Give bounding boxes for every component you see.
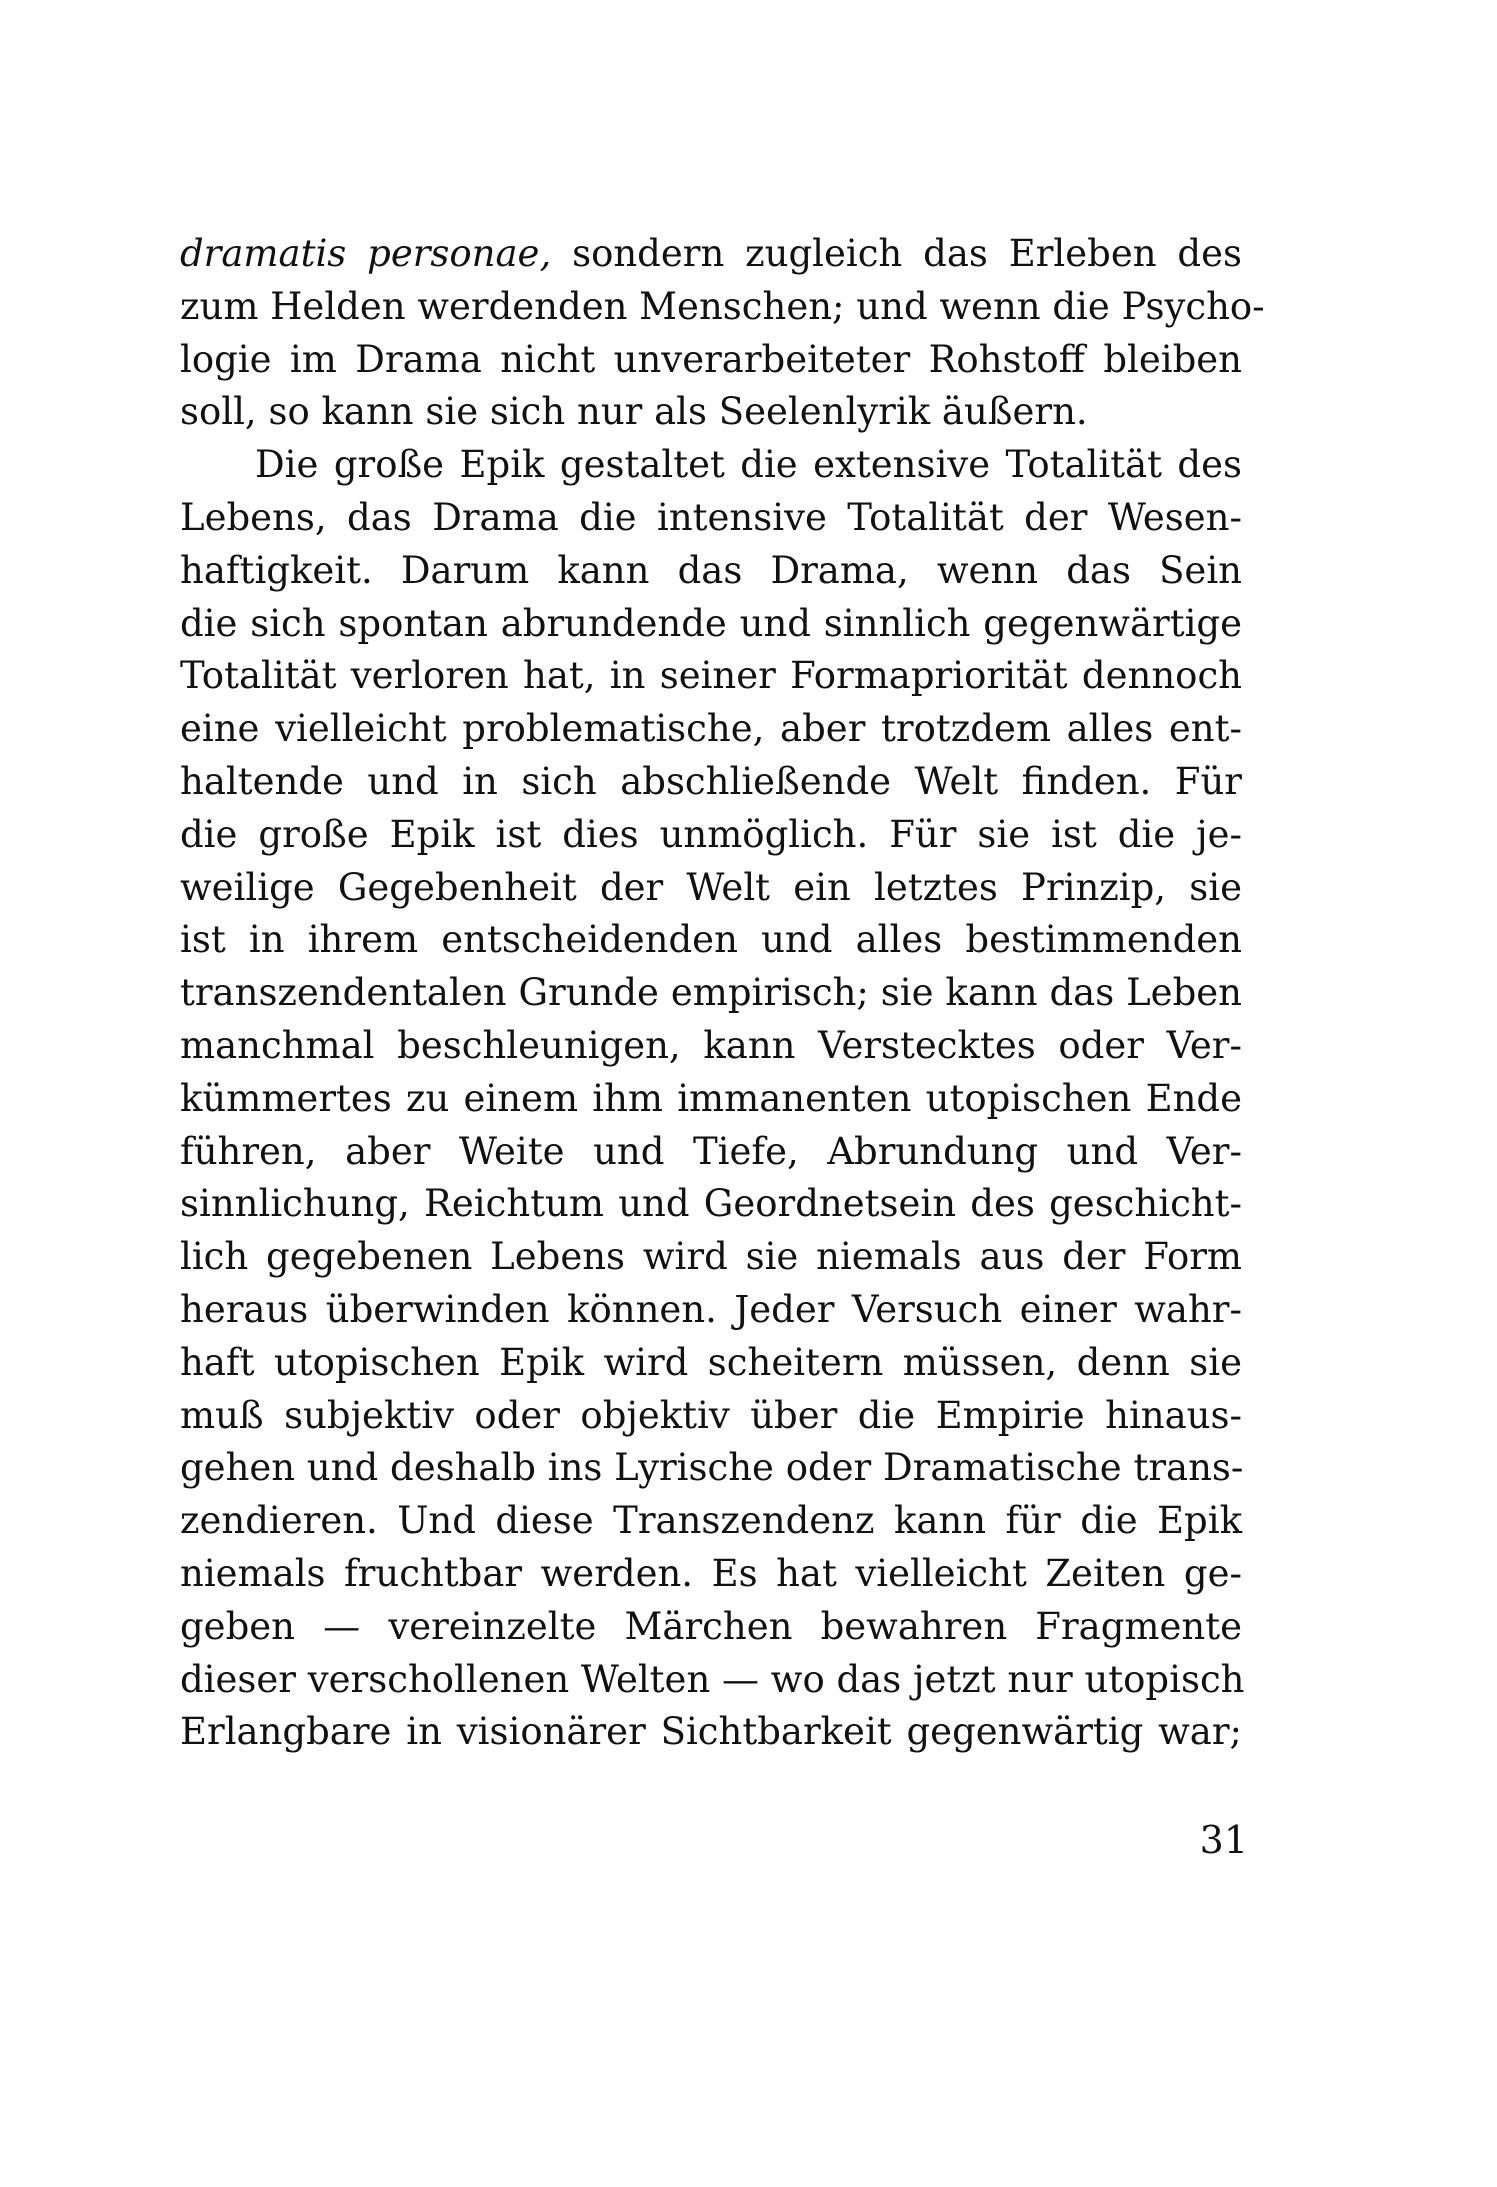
- text-line: kümmertes zu einem ihm immanenten utopischen Ende: [180, 1076, 1242, 1120]
- text-line: manchmal beschleunigen, kann Verstecktes oder Ver-: [180, 1023, 1242, 1067]
- text-line: Lebens, das Drama die intensive Totalität der Wesen-: [180, 495, 1242, 539]
- text-line: heraus überwinden können. Jeder Versuch einer wahr-: [180, 1287, 1242, 1331]
- text-line: lich gegebenen Lebens wird sie niemals aus der Form: [180, 1235, 1242, 1279]
- text-line: dieser verschollenen Welten — wo das jetzt nur utopisch: [180, 1657, 1245, 1701]
- text-line: zendieren. Und diese Transzendenz kann für die Epik: [180, 1499, 1242, 1543]
- text-line: sinnlichung, Reichtum und Geordnetsein des geschicht-: [180, 1182, 1242, 1226]
- text-line: haftigkeit. Darum kann das Drama, wenn das Sein: [180, 548, 1242, 592]
- text-segment: sondern zugleich das Erleben des: [551, 232, 1242, 275]
- text-line: soll, so kann sie sich nur als Seelenlyrik äußern.: [180, 390, 1088, 434]
- text-line: Erlangbare in visionärer Sichtbarkeit gegenwärtig war;: [180, 1710, 1242, 1754]
- text-line: ist in ihrem entscheidenden und alles bestimmenden: [180, 918, 1242, 962]
- text-line: die sich spontan abrundende und sinnlich gegenwärtige: [180, 601, 1242, 645]
- text-line: transzendentalen Grunde empirisch; sie kann das Leben: [180, 971, 1242, 1015]
- text-line: zum Helden werdenden Menschen; und wenn die Psycho-: [180, 284, 1265, 328]
- page-number: 31: [1199, 1818, 1248, 1862]
- text-line: Die große Epik gestaltet die extensive Totalität des: [255, 443, 1242, 487]
- text-line: muß subjektiv oder objektiv über die Empirie hinaus-: [180, 1393, 1242, 1437]
- text-line: [180, 228, 1242, 281]
- text-line: logie im Drama nicht unverarbeiteter Rohstoff bleiben: [180, 337, 1242, 381]
- text-line: haft utopischen Epik wird scheitern müssen, denn sie: [180, 1340, 1242, 1384]
- text-line: geben — vereinzelte Märchen bewahren Fragmente: [180, 1604, 1242, 1648]
- text-line: die große Epik ist dies unmöglich. Für sie ist die je-: [180, 812, 1242, 856]
- text-line: niemals fruchtbar werden. Es hat vielleicht Zeiten ge-: [180, 1551, 1242, 1595]
- text-line: gehen und deshalb ins Lyrische oder Dramatische trans-: [180, 1446, 1244, 1490]
- text-line: weilige Gegebenheit der Welt ein letztes Prinzip, sie: [180, 865, 1242, 909]
- text-line: eine vielleicht problematische, aber trotzdem alles ent-: [180, 707, 1242, 751]
- italic-phrase: dramatis personae,: [180, 232, 552, 275]
- body-text: [180, 228, 1265, 1759]
- text-line: Totalität verloren hat, in seiner Formapriorität dennoch: [180, 654, 1242, 698]
- text-line: führen, aber Weite und Tiefe, Abrundung und Ver-: [180, 1129, 1242, 1173]
- text-line: haltende und in sich abschließende Welt finden. Für: [180, 759, 1242, 803]
